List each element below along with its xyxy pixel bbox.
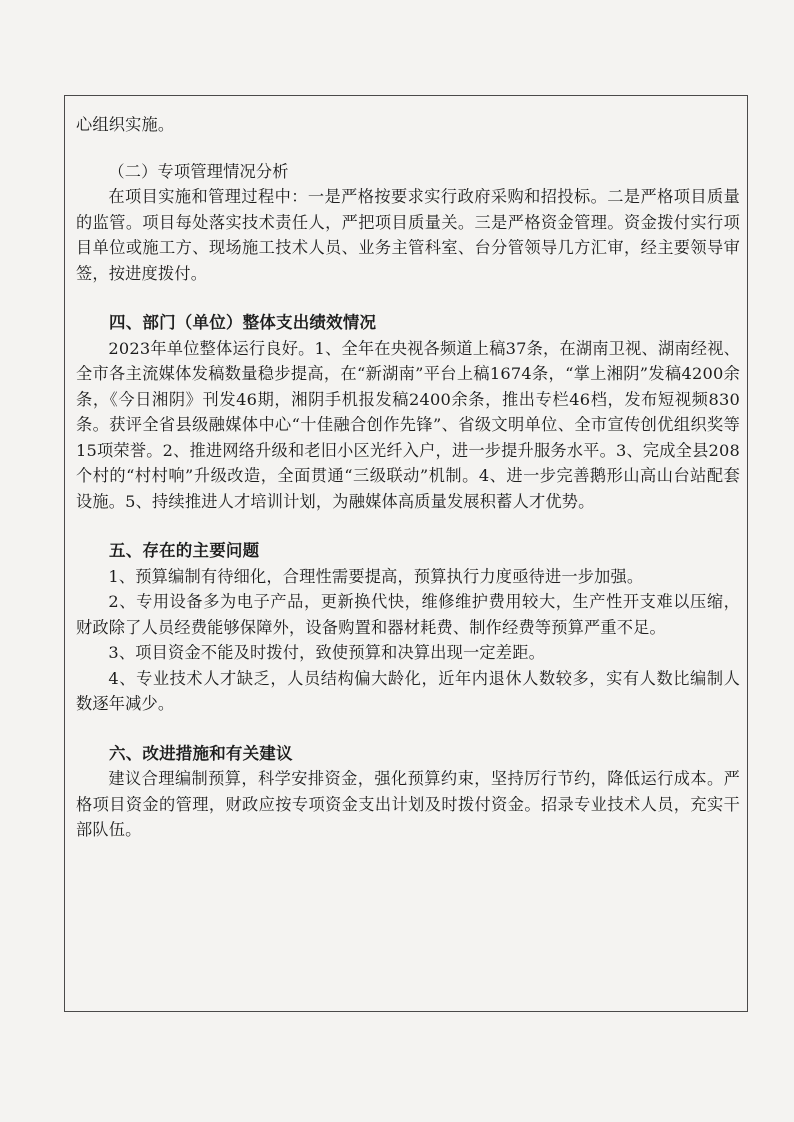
problem-item-2: 2、专用设备多为电子产品，更新换代快，维修维护费用较大，生产性开支难以压缩，财政除了人员经费能够保障外，设备购置和器材耗费、制作经费等预算严重不足。: [76, 592, 740, 637]
document-body: [76, 112, 740, 843]
problem-item-1: 1、预算编制有待细化，合理性需要提高，预算执行力度亟待进一步加强。: [108, 566, 644, 586]
problem-item-4: 4、专业技术人才缺乏，人员结构偏大龄化，近年内退休人数较多，实有人数比编制人数逐年减少。: [76, 668, 740, 713]
section-heading-main-problems: 五、存在的主要问题: [109, 541, 260, 560]
improvement-measures-paragraph: 建议合理编制预算，科学安排资金，强化预算约束，坚持厉行节约，降低运行成本。严格项目资金的管理，财政应按专项资金支出计划及时拨付资金。招录专业技术人员，充实干部队伍。: [76, 769, 740, 839]
section-heading-improvement-measures: 六、改进措施和有关建议: [109, 743, 293, 763]
continued-paragraph: 心组织实施。: [76, 115, 175, 134]
overall-performance-paragraph: 2023年单位整体运行良好。1、全年在央视各频道上稿37条，在湖南卫视、湖南经视、全市各主流媒体发稿数量稳步提高，在“新湖南”平台上稿1674条，“掌上湘阴”发稿4200余条，《今日湘阴》刊发46期，湘阴手机报发稿2400余条，推出专栏46档，发布短视频830条。获评全省县级融媒体中心“十佳融合创作先锋”、省级文明单位、全市宣传创优组织奖等15项荣誉。2、推进网络升级和老旧小区光纤入户，进一步提升服务水平。3、完成全县208个村的“村村响”升级改造，全面贯通“三级联动”机制。4、进一步完善鹅形山高山台站配套设施。5、持续推进人才培训计划，为融媒体高质量发展积蓄人才优势。: [76, 338, 740, 511]
special-management-paragraph: 在项目实施和管理过程中：一是严格按要求实行政府采购和招投标。二是严格项目质量的监管。项目每处落实技术责任人，严把项目质量关。三是严格资金管理。资金拨付实行项目单位或施工方、现场施工技术人员、业务主管科室、台分管领导几方汇审，经主要领导审签，按进度拨付。: [76, 187, 740, 283]
section-heading-overall-performance: 四、部门（单位）整体支出绩效情况: [109, 313, 377, 332]
problem-item-3: 3、项目资金不能及时拨付，致使预算和决算出现一定差距。: [108, 643, 545, 662]
subsection-heading-special-management: （二）专项管理情况分析: [108, 161, 289, 181]
